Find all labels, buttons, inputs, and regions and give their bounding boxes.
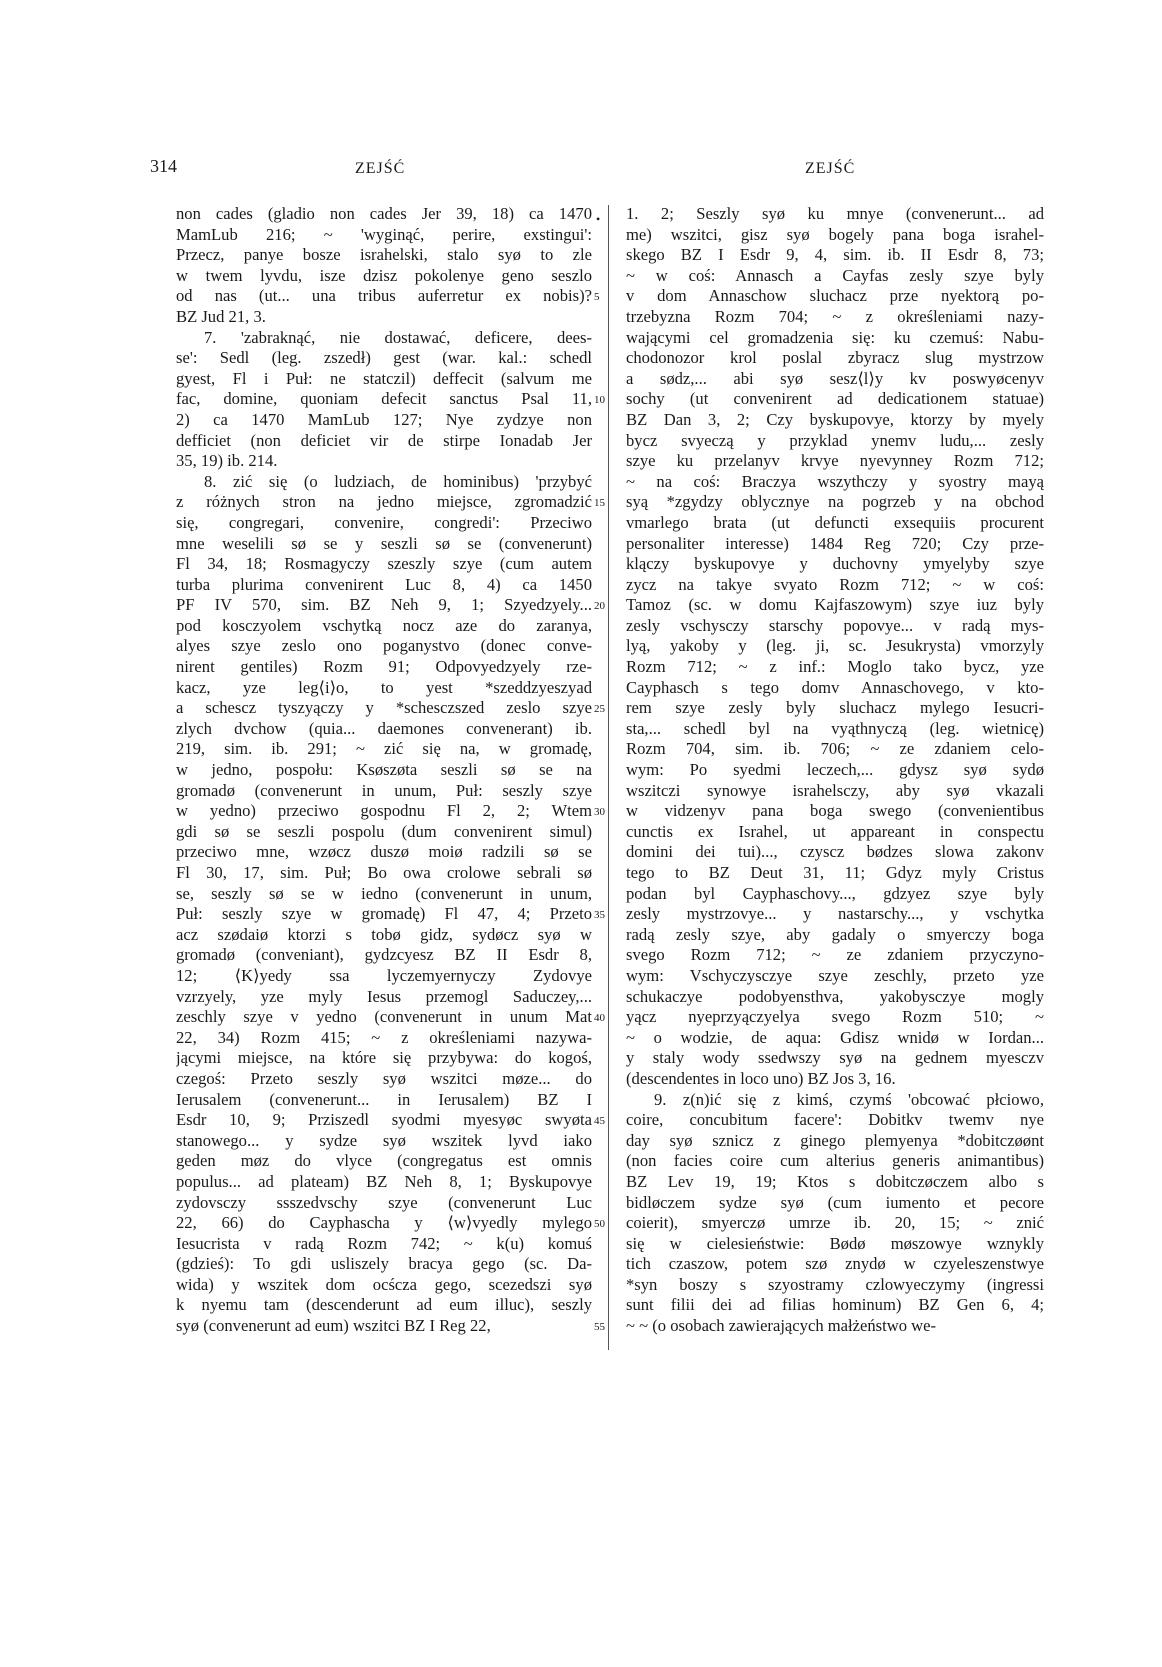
text-line: y staly wody ssedwszy syø na gednem myesczv bbox=[626, 1048, 1044, 1068]
text-line: (non facies coire cum alterius generis animantibus) bbox=[626, 1151, 1044, 1171]
text-line: bycz svyeczą y przyklad ynemv ludu,... zesly bbox=[626, 430, 1044, 450]
text-line: Rozm 704, sim. ib. 706; ~ ze zdaniem celo- bbox=[626, 739, 1044, 759]
text-line: syø (convenerunt ad eum) wszitci BZ I Reg 22, bbox=[176, 1316, 491, 1336]
text-line: Cayphasch s tego domv Annaschovego, v kto- bbox=[626, 677, 1044, 697]
text-line: gyest, Fl i Puł: ne statczil) deffecit (salvum me bbox=[176, 368, 592, 388]
text-line: v dom Annaschow sluchacz prze nyektorą po- bbox=[626, 286, 1044, 306]
text-line: 1. 2; Seszly syø ku mnye (convenerunt... ad bbox=[626, 204, 1044, 223]
text-line: zeschly szye v yedno (convenerunt in unum Mat bbox=[176, 1007, 592, 1027]
text-line: PF IV 570, sim. BZ Neh 9, 1; Szyedzyely... bbox=[176, 595, 592, 615]
page-number: 314 bbox=[150, 156, 177, 176]
text-line: lyą, yakoby y (leg. ji, sc. Jesukrysta) vmorzyly bbox=[626, 636, 1044, 656]
text-line: jącymi miejsce, na które się przybywa: do kogoś, bbox=[176, 1048, 592, 1068]
line-number: 25 bbox=[594, 703, 605, 716]
text-line: klączy byskupovye y duchovny ymyelyby szye bbox=[626, 554, 1044, 574]
text-line: Przecz, panye bosze israhelski, stalo syø to zle bbox=[176, 245, 592, 265]
text-line: fac, domine, quoniam defecit sanctus Psal 11, bbox=[176, 389, 592, 409]
text-line: się, congregari, convenire, congredi': Przeciwo bbox=[176, 512, 592, 532]
line-number: 10 bbox=[594, 394, 605, 407]
text-line: wszitczi synowye israhelsczy, aby syø vkazali bbox=[626, 780, 1044, 800]
text-line: Rozm 712; ~ z inf.: Moglo tako bycz, yze bbox=[626, 657, 1044, 677]
text-line: se, seszly sø se w iedno (convenerunt in unum, bbox=[176, 883, 592, 903]
text-line: personaliter interesse) 1484 Reg 720; Czy prze- bbox=[626, 533, 1044, 553]
text-line: vmarlego brata (ut defuncti exsequiis procurent bbox=[626, 512, 1044, 532]
line-number: 50 bbox=[594, 1218, 605, 1231]
text-line: turba plurima convenirent Luc 8, 4) ca 1450 bbox=[176, 574, 592, 594]
text-line: 22, 66) do Cayphascha y ⟨w⟩vyedly mylego bbox=[176, 1213, 592, 1233]
text-line: sta,... schedl byl na vyąthnyczą (leg. wietnicę) bbox=[626, 718, 1044, 738]
text-line: coierit), smyerczø umrze ib. 20, 15; ~ znić bbox=[626, 1213, 1044, 1233]
text-line: syą *zgydzy oblycznye na pogrzeb y na obchod bbox=[626, 492, 1044, 512]
text-line: w yedno) przeciwo gospodnu Fl 2, 2; Wtem bbox=[176, 801, 592, 821]
column-divider bbox=[608, 205, 609, 1350]
text-line: BZ Lev 19, 19; Ktos s dobitczøczem albo s bbox=[626, 1171, 1044, 1191]
line-number: 40 bbox=[594, 1012, 605, 1025]
text-line: z różnych stron na jedno miejsce, zgromadzić bbox=[176, 492, 592, 512]
text-line: Fl 30, 17, sim. Puł; Bo owa crolowe sebrali sø bbox=[176, 863, 592, 882]
text-line: 12; ⟨K⟩yedy ssa lyczemyernyczy Zydovye bbox=[176, 965, 592, 985]
text-line: trzebyzna Rozm 704; ~ z określeniami nazy- bbox=[626, 306, 1044, 326]
text-line: *syn boszy s szyostramy czlowyeczymy (ingressi bbox=[626, 1274, 1044, 1294]
text-line: Iesucrista v radą Rozm 742; ~ k(u) komuś bbox=[176, 1233, 592, 1253]
text-line: zesly vschysczy starschy popovye... v radą mys- bbox=[626, 615, 1044, 635]
text-line: chodonozor krol poslal zbyracz slug mystrzow bbox=[626, 348, 1044, 368]
text-line: (gdzieś): To gdi usliszely bracya gego (sc. Da- bbox=[176, 1254, 592, 1274]
text-line: wym: Po syedmi leczech,... gdysz syø sydø bbox=[626, 760, 1044, 780]
text-line: stanowego... y sydze syø wszitek lyvd iako bbox=[176, 1130, 592, 1150]
text-line: przeciwo mne, wzøcz duszø moiø radzili sø se bbox=[176, 842, 592, 862]
text-line: tego to BZ Deut 31, 11; Gdyz myly Cristus bbox=[626, 863, 1044, 882]
text-line: svego Rozm 712; ~ ze zdaniem przyczyno- bbox=[626, 945, 1044, 965]
text-line: radą zesly szye, aby gadaly o smyerczy boga bbox=[626, 924, 1044, 944]
text-line: k nyemu tam (descenderunt ad eum illuc), seszly bbox=[176, 1295, 592, 1315]
text-line: (descendentes in loco uno) BZ Jos 3, 16. bbox=[626, 1068, 896, 1088]
text-line: day syø sznicz z ginego plemyenya *dobitczøønt bbox=[626, 1130, 1044, 1150]
text-line: wającymi cel gromadzenia się: ku czemuś: Nabu- bbox=[626, 327, 1044, 347]
text-line: Ierusalem (convenerunt... in Ierusalem) BZ I bbox=[176, 1089, 592, 1109]
text-line: vzrzyely, yze myly Iesus przemogl Saduczey,... bbox=[176, 986, 592, 1006]
text-line: gromadø (conveniant), gydzcyesz BZ II Esdr 8, bbox=[176, 945, 592, 965]
line-number: 30 bbox=[594, 806, 605, 819]
text-line: 7. 'zabraknąć, nie dostawać, deficere, dees- bbox=[204, 327, 592, 347]
text-line: BZ Dan 3, 2; Czy byskupovye, ktorzy by myely bbox=[626, 409, 1044, 429]
text-line: gromadø (convenerunt in unum, Puł: seszly szye bbox=[176, 780, 592, 800]
margin-bullet: • bbox=[596, 212, 601, 226]
line-number: 20 bbox=[594, 600, 605, 613]
text-line: defficiet (non deficiet vir de stirpe Ionadab Jer bbox=[176, 430, 592, 450]
right-column bbox=[626, 204, 1044, 1337]
text-line: nirent gentiles) Rozm 91; Odpovyedzyely rze- bbox=[176, 657, 592, 677]
text-line: szye ku przelanyv krvye nyevynney Rozm 712; bbox=[626, 451, 1044, 471]
text-line: 219, sim. ib. 291; ~ zić się na, w gromadę, bbox=[176, 739, 592, 759]
text-line: ~ na coś: Braczya wszythczy y syostry mayą bbox=[626, 471, 1044, 491]
text-line: schukaczye podobyensthva, yakobysczye mogly bbox=[626, 986, 1044, 1006]
text-line: od nas (ut... una tribus auferretur ex nobis)? bbox=[176, 286, 592, 306]
text-line: me) wszitci, gisz syø bogely pana boga israhel- bbox=[626, 224, 1044, 244]
text-line: Tamoz (sc. w domu Kajfaszowym) szye iuz byly bbox=[626, 595, 1044, 615]
text-line: kacz, yze leg⟨i⟩o, to yest *szeddzyeszyad bbox=[176, 677, 592, 697]
text-line: acz szødaiø ktorzi s tobø gidz, sydøcz syø w bbox=[176, 924, 592, 944]
text-line: MamLub 216; ~ 'wyginąć, perire, exstingui': bbox=[176, 224, 592, 244]
text-line: ~ o wodzie, de aqua: Gdisz wnidø w Iordan... bbox=[626, 1027, 1044, 1047]
text-line: 35, 19) ib. 214. bbox=[176, 451, 278, 471]
line-number: 5 bbox=[594, 291, 600, 304]
text-line: cunctis ex Israhel, ut appareant in conspectu bbox=[626, 821, 1044, 841]
text-line: 2) ca 1470 MamLub 127; Nye zydzye non bbox=[176, 409, 592, 429]
text-line: zydovsczy ssszedvschy szye (convenerunt Luc bbox=[176, 1192, 592, 1212]
text-line: BZ Jud 21, 3. bbox=[176, 306, 266, 326]
text-line: Fl 34, 18; Rosmagyczy szeszly szye (cum autem bbox=[176, 554, 592, 574]
running-head-right: ZEJŚĆ bbox=[805, 160, 856, 177]
text-line: w jedno, pospołu: Ksøszøta seszli sø se na bbox=[176, 760, 592, 780]
text-line: 9. z(n)ić się z kimś, czymś 'obcować płciowo, bbox=[654, 1089, 1044, 1109]
text-line: skego BZ I Esdr 9, 4, sim. ib. II Esdr 8, 73; bbox=[626, 245, 1044, 265]
text-line: gdi sø se seszli pospolu (dum convenirent simul) bbox=[176, 821, 592, 841]
text-line: czegoś: Przeto seszly syø wszitci møze... do bbox=[176, 1068, 592, 1088]
text-line: bidløczem sydze syø (cum iumento et pecore bbox=[626, 1192, 1044, 1212]
text-line: rem szye zesly byly sluchacz mylego Iesucri- bbox=[626, 698, 1044, 718]
text-line: sochy (ut convenirent ad dedicationem statuae) bbox=[626, 389, 1044, 409]
text-line: populus... ad plateam) BZ Neh 8, 1; Byskupovye bbox=[176, 1171, 592, 1191]
text-line: geden møz do vlyce (congregatus est omnis bbox=[176, 1151, 592, 1171]
text-line: a schescz tyszyączy y *schesczszed zeslo szye bbox=[176, 698, 592, 718]
text-line: podan byl Cayphaschovy..., gdzyez szye byly bbox=[626, 883, 1044, 903]
text-line: se': Sedl (leg. zszedł) gest (war. kal.: schedl bbox=[176, 348, 592, 368]
text-line: w twem lyvdu, isze dzisz pokolenye geno seszlo bbox=[176, 265, 592, 285]
text-line: Esdr 10, 9; Prziszedl syodmi myesyøc swyøta bbox=[176, 1110, 592, 1130]
text-line: pod kosczyolem vschytką nocz aze do zaranya, bbox=[176, 615, 592, 635]
left-column bbox=[176, 204, 592, 1337]
line-number: 15 bbox=[594, 497, 605, 510]
text-line: a sødz,... abi syø sesz⟨l⟩y kv poswyøcenyv bbox=[626, 368, 1044, 388]
text-line: yącz nyeprzyączyelya svego Rozm 510; ~ bbox=[626, 1007, 1044, 1027]
running-head-left: ZEJŚĆ bbox=[355, 160, 406, 177]
text-line: wym: Vschyczysczye szye zeschly, przeto yze bbox=[626, 965, 1044, 985]
text-line: mne weselili sø se y seszli sø se (convenerunt) bbox=[176, 533, 592, 553]
text-line: ~ ~ (o osobach zawierających małżeństwo we- bbox=[626, 1316, 937, 1336]
text-line: zycz na takye svyato Rozm 712; ~ w coś: bbox=[626, 574, 1044, 594]
line-number: 45 bbox=[594, 1115, 605, 1128]
text-line: się w cielesieństwie: Bødø møszowye wznykly bbox=[626, 1233, 1044, 1253]
text-line: 22, 34) Rozm 415; ~ z określeniami nazywa- bbox=[176, 1027, 592, 1047]
text-line: 8. zić się (o ludziach, de hominibus) 'przybyć bbox=[204, 471, 592, 491]
text-line: sunt filii dei ad filias hominum) BZ Gen 6, 4; bbox=[626, 1295, 1044, 1315]
text-line: coire, concubitum facere': Dobitkv twemv nye bbox=[626, 1110, 1044, 1130]
text-line: non cades (gladio non cades Jer 39, 18) ca 1470 bbox=[176, 204, 592, 223]
text-line: zesly mystrzovye... y nastarschy..., y vschytka bbox=[626, 904, 1044, 924]
text-line: w vidzenyv pana boga swego (convenientibus bbox=[626, 801, 1044, 821]
line-number: 55 bbox=[594, 1321, 605, 1334]
text-line: zlych dvchow (quia... daemones convenerant) ib. bbox=[176, 718, 592, 738]
text-line: alyes szye zeslo ono poganystvo (donec conve- bbox=[176, 636, 592, 656]
text-line: wida) y wszitek dom ocścza gego, scezedszi syø bbox=[176, 1274, 592, 1294]
text-line: domini dei tui)..., czyscz bødzes slowa zakonv bbox=[626, 842, 1044, 862]
text-line: tich czaszow, potem szø znydø w czyeleszenstwye bbox=[626, 1254, 1044, 1274]
text-line: ~ w coś: Annasch a Cayfas zesly szye byly bbox=[626, 265, 1044, 285]
text-line: Puł: seszly szye w gromadę) Fl 47, 4; Przeto bbox=[176, 904, 592, 924]
line-number: 35 bbox=[594, 909, 605, 922]
